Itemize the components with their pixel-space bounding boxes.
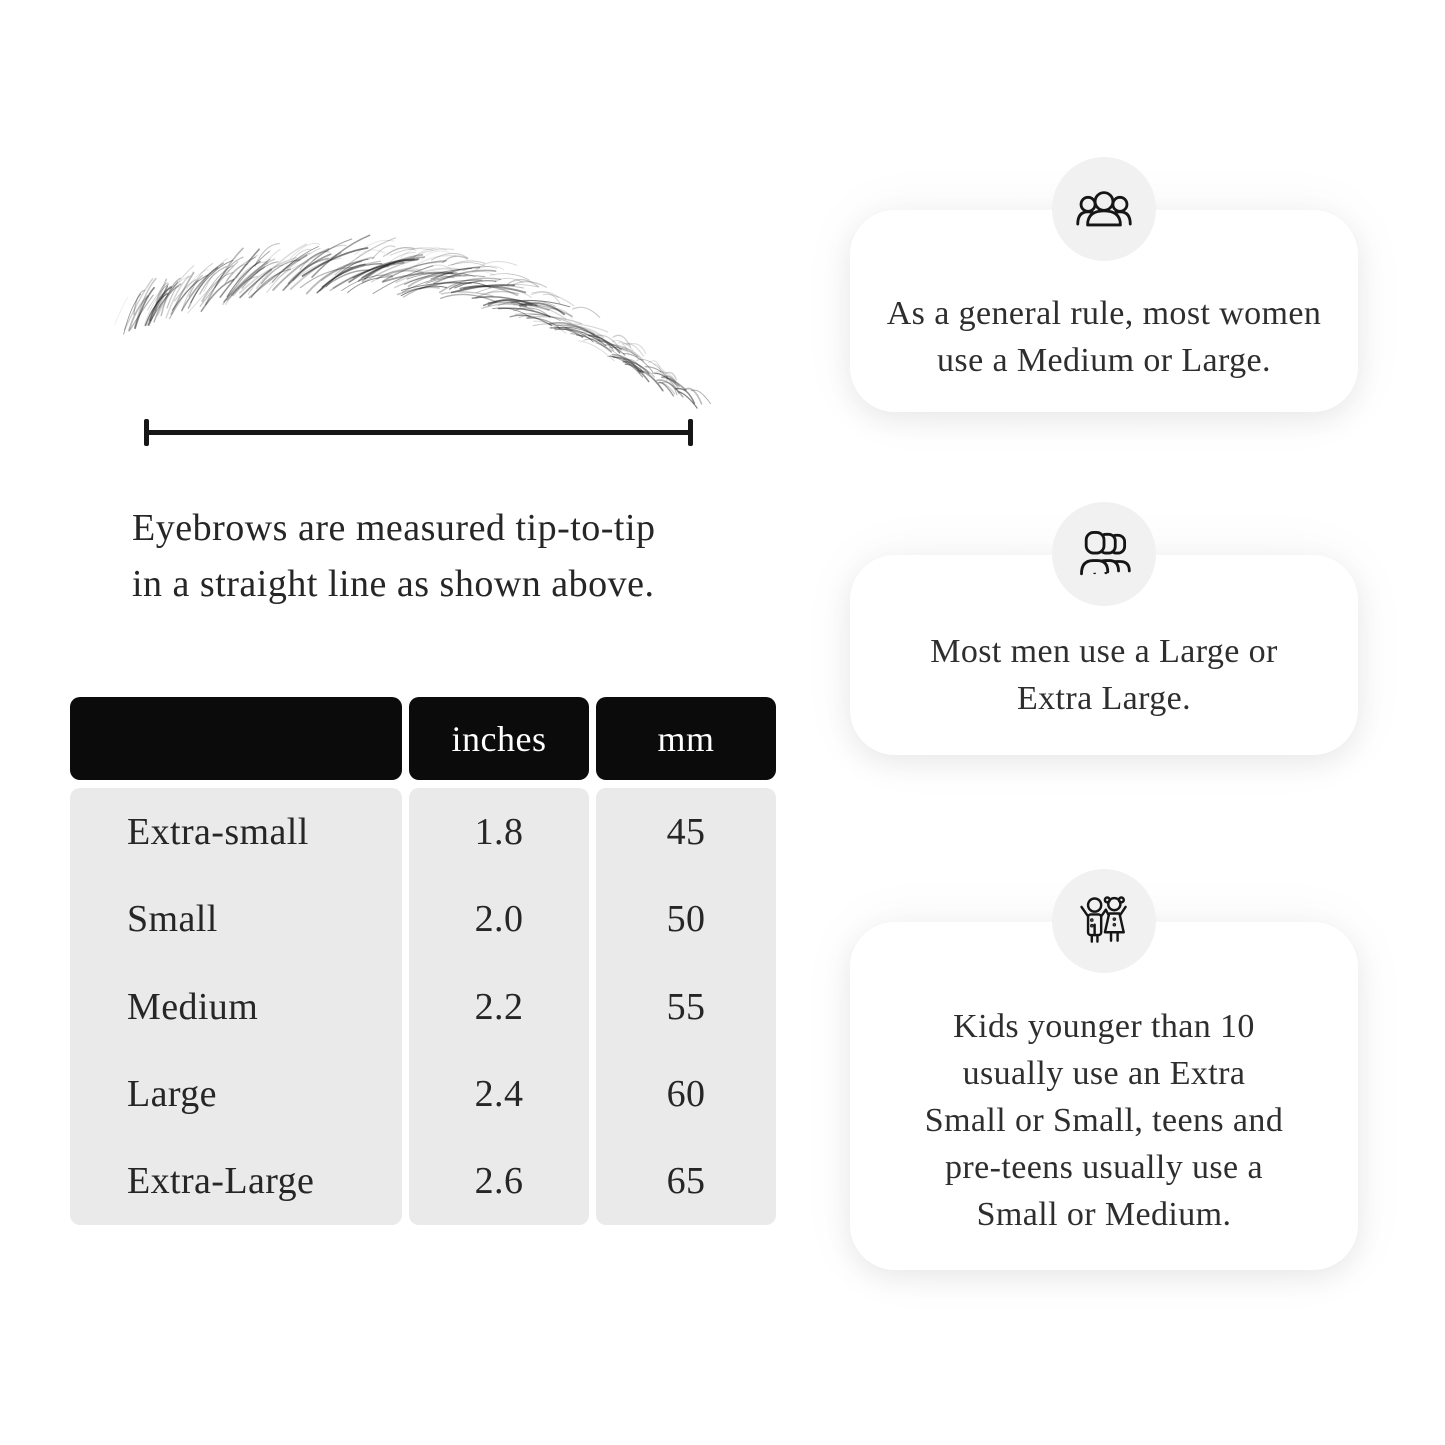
mm-column [596, 788, 776, 1225]
caption-line: in a straight line as shown above. [132, 563, 655, 605]
icon-circle [1052, 869, 1156, 973]
table-cell: Medium [127, 985, 259, 1028]
table-cell: 45 [666, 810, 706, 853]
card-text-line: Small or Small, teens and [924, 1101, 1284, 1139]
table-cell: 2.0 [474, 898, 524, 941]
table-cell: Large [127, 1072, 217, 1115]
caption-line: Eyebrows are measured tip-to-tip [132, 507, 656, 549]
info-card-kids [850, 922, 1358, 1270]
size-name-column [70, 788, 402, 1225]
size-table [70, 697, 776, 1225]
table-cell: 50 [666, 898, 706, 941]
card-text-line: Most men use a Large or [930, 633, 1278, 670]
table-cell: 60 [666, 1072, 706, 1115]
measurement-line [144, 419, 693, 446]
table-cell: 2.4 [474, 1072, 524, 1115]
header-cell-mm: mm [596, 697, 776, 780]
card-text-line: usually use an Extra [962, 1054, 1246, 1092]
card-text-line: Extra Large. [1016, 680, 1192, 717]
men-group-icon [1074, 524, 1134, 584]
card-text [925, 1003, 1283, 1238]
eyebrow-illustration [90, 225, 730, 415]
icon-circle [1052, 157, 1156, 261]
info-card-women [850, 210, 1358, 412]
table-cell: Extra-Large [127, 1160, 315, 1203]
card-text-line: use a Medium or Large. [937, 342, 1271, 379]
card-text-line: pre-teens usually use a [945, 1148, 1263, 1186]
measurement-caption [132, 500, 772, 612]
women-group-icon [1074, 179, 1134, 239]
card-text-line: Kids younger than 10 [953, 1007, 1255, 1045]
card-text [930, 628, 1278, 722]
size-table-header [70, 697, 776, 780]
table-cell: 55 [666, 985, 706, 1028]
info-card-men [850, 555, 1358, 755]
card-text [887, 290, 1322, 384]
table-cell: 2.6 [474, 1160, 524, 1203]
line-bar [146, 430, 691, 435]
icon-circle [1052, 502, 1156, 606]
header-cell-inches: inches [409, 697, 589, 780]
header-cell-blank [70, 697, 402, 780]
table-cell: Small [127, 898, 218, 941]
card-text-line: Small or Medium. [976, 1195, 1232, 1233]
table-cell: 65 [666, 1160, 706, 1203]
card-text-line: As a general rule, most women [886, 295, 1322, 332]
kids-icon [1074, 891, 1134, 951]
size-table-body [70, 788, 776, 1225]
table-cell: Extra-small [127, 810, 309, 853]
table-cell: 1.8 [474, 810, 524, 853]
inches-column [409, 788, 589, 1225]
right-tick [688, 419, 693, 446]
table-cell: 2.2 [474, 985, 524, 1028]
